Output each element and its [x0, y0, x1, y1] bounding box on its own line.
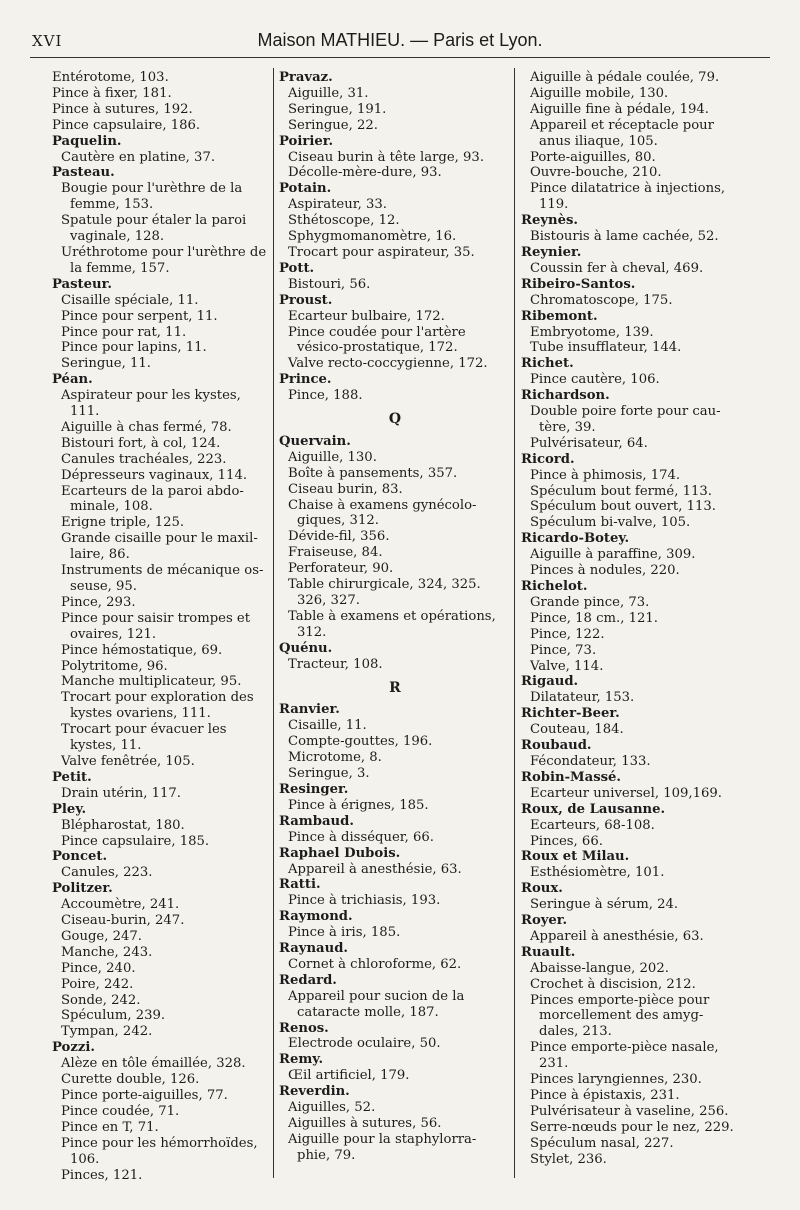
- author-heading: Raphael Dubois.: [279, 845, 401, 861]
- author-heading: Pozzi.: [52, 1040, 95, 1056]
- entry-continuation: 231.: [539, 1056, 569, 1072]
- author-heading: Paquelin.: [52, 133, 122, 149]
- instrument-entry: Aiguille, 31.: [288, 85, 369, 101]
- instrument-entry: Bistouri fort, à col, 124.: [61, 435, 221, 451]
- instrument-entry: Pince, 122.: [530, 626, 605, 642]
- instrument-entry: Valve recto-coccygienne, 172.: [288, 356, 488, 372]
- author-heading: Richet.: [521, 356, 574, 372]
- instrument-entry: Seringue, 11.: [61, 356, 151, 372]
- instrument-entry: Chromatoscope, 175.: [530, 292, 673, 308]
- instrument-entry: Aspirateur, 33.: [288, 197, 387, 213]
- author-heading: Raynaud.: [279, 941, 349, 957]
- instrument-entry: Pinces, 66.: [530, 833, 603, 849]
- author-heading: Péan.: [52, 372, 93, 388]
- entry-continuation: kystes ovariens, 111.: [70, 706, 211, 722]
- instrument-entry: Spatule pour étaler la paroi: [61, 213, 247, 229]
- instrument-entry: Seringue, 3.: [288, 766, 370, 782]
- instrument-entry: Ecarteur bulbaire, 172.: [288, 308, 445, 324]
- entry-continuation: phie, 79.: [297, 1147, 356, 1163]
- entry-continuation: la femme, 157.: [70, 260, 170, 276]
- instrument-entry: Ouvre-bouche, 210.: [530, 165, 662, 181]
- instrument-entry: Bougie pour l'urèthre de la: [61, 181, 243, 197]
- instrument-entry: Sthétoscope, 12.: [288, 213, 400, 229]
- instrument-entry: Spéculum nasal, 227.: [530, 1135, 674, 1151]
- instrument-entry: Pulvérisateur à vaseline, 256.: [530, 1103, 729, 1119]
- instrument-entry: Cisaille, 11.: [288, 718, 367, 734]
- author-heading: Rambaud.: [279, 813, 354, 829]
- instrument-entry: Pince coudée, 71.: [61, 1103, 180, 1119]
- instrument-entry: Pince pour rat, 11.: [61, 324, 187, 340]
- instrument-entry: Canules, 223.: [61, 865, 153, 881]
- instrument-entry: Dévide-fil, 356.: [288, 529, 390, 545]
- instrument-entry: Pince en T, 71.: [61, 1119, 159, 1135]
- entry-continuation: femme, 153.: [70, 197, 154, 213]
- instrument-entry: Couteau, 184.: [530, 722, 624, 738]
- instrument-entry: Pince coudée pour l'artère: [288, 324, 466, 340]
- author-heading: Redard.: [279, 972, 337, 988]
- author-heading: Renos.: [279, 1020, 329, 1036]
- instrument-entry: Ciseau burin, 83.: [288, 481, 403, 497]
- section-letter: Q: [388, 411, 402, 428]
- instrument-entry: Pince à sutures, 192.: [52, 101, 193, 117]
- instrument-entry: Pince capsulaire, 186.: [52, 117, 201, 133]
- author-heading: Poncet.: [52, 849, 108, 865]
- instrument-entry: Aiguille mobile, 130.: [530, 85, 669, 101]
- instrument-entry: Double poire forte pour cau-: [530, 404, 721, 420]
- instrument-entry: Spéculum bi-valve, 105.: [530, 515, 691, 531]
- section-letter: R: [389, 679, 401, 696]
- instrument-entry: Pince à érignes, 185.: [288, 797, 429, 813]
- entry-continuation: ovaires, 121.: [70, 626, 157, 642]
- instrument-entry: Bistouris à lame cachée, 52.: [530, 229, 719, 245]
- instrument-entry: Serre-nœuds pour le nez, 229.: [530, 1119, 734, 1135]
- instrument-entry: Pulvérisateur, 64.: [530, 435, 648, 451]
- header-rule: [30, 57, 770, 58]
- instrument-entry: Table à examens et opérations,: [288, 608, 496, 624]
- author-heading: Ranvier.: [279, 702, 340, 718]
- entry-continuation: cataracte molle, 187.: [297, 1004, 439, 1020]
- instrument-entry: Aiguille à chas fermé, 78.: [61, 419, 232, 435]
- author-heading: Ricord.: [521, 451, 575, 467]
- instrument-entry: Pinces, 121.: [61, 1167, 143, 1183]
- instrument-entry: Appareil et réceptacle pour: [530, 117, 714, 133]
- author-heading: Pasteur.: [52, 276, 112, 292]
- author-heading: Richter-Beer.: [521, 706, 620, 722]
- author-heading: Pravaz.: [279, 70, 333, 85]
- page-title: Maison MATHIEU. — Paris et Lyon.: [257, 30, 543, 50]
- author-heading: Pott.: [279, 260, 315, 276]
- instrument-entry: Seringue, 22.: [288, 117, 378, 133]
- instrument-entry: Pince, 18 cm., 121.: [530, 610, 658, 626]
- instrument-entry: Pince à disséquer, 66.: [288, 829, 434, 845]
- instrument-entry: Pince cautère, 106.: [530, 372, 660, 388]
- author-heading: Ribeiro-Santos.: [521, 276, 636, 292]
- author-heading: Reynier.: [521, 244, 582, 260]
- instrument-entry: Crochet à discision, 212.: [530, 976, 696, 992]
- instrument-entry: Spéculum bout ouvert, 113.: [530, 499, 716, 515]
- instrument-entry: Trocart pour évacuer les: [61, 722, 227, 738]
- instrument-entry: Manche, 243.: [61, 944, 153, 960]
- instrument-entry: Appareil pour sucion de la: [288, 988, 465, 1004]
- instrument-entry: Electrode oculaire, 50.: [288, 1036, 441, 1052]
- instrument-entry: Entérotome, 103.: [52, 70, 169, 85]
- instrument-entry: Œil artificiel, 179.: [288, 1068, 410, 1084]
- instrument-entry: Pince dilatatrice à injections,: [530, 181, 726, 197]
- entry-continuation: giques, 312.: [297, 513, 379, 529]
- instrument-entry: Pince à épistaxis, 231.: [530, 1088, 680, 1103]
- instrument-entry: Aiguille fine à pédale, 194.: [530, 101, 709, 117]
- instrument-entry: Blépharostat, 180.: [61, 817, 185, 833]
- author-heading: Petit.: [52, 769, 92, 785]
- instrument-entry: Uréthrotome pour l'urèthre de: [61, 244, 267, 260]
- entry-continuation: anus iliaque, 105.: [539, 133, 658, 149]
- author-heading: Ricardo-Botey.: [521, 531, 630, 547]
- instrument-entry: Dilatateur, 153.: [530, 690, 635, 706]
- instrument-entry: Ecarteurs de la paroi abdo-: [61, 483, 244, 499]
- author-heading: Roux, de Lausanne.: [521, 801, 666, 817]
- instrument-entry: Ecarteur universel, 109,169.: [530, 785, 722, 801]
- instrument-entry: Pince capsulaire, 185.: [61, 833, 210, 849]
- instrument-entry: Aiguilles, 52.: [288, 1100, 376, 1116]
- instrument-entry: Accoumètre, 241.: [61, 897, 180, 913]
- author-heading: Potain.: [279, 181, 332, 197]
- author-heading: Resinger.: [279, 781, 349, 797]
- instrument-entry: Pince porte-aiguilles, 77.: [61, 1088, 228, 1103]
- author-heading: Poirier.: [279, 133, 334, 149]
- instrument-entry: Microtome, 8.: [288, 750, 382, 766]
- instrument-entry: Ciseau-burin, 247.: [61, 913, 185, 929]
- instrument-entry: Alèze en tôle émaillée, 328.: [61, 1056, 246, 1072]
- entry-continuation: dales, 213.: [539, 1024, 612, 1040]
- entry-continuation: vaginale, 128.: [70, 229, 165, 245]
- instrument-entry: Pince pour serpent, 11.: [61, 308, 218, 324]
- author-heading: Roubaud.: [521, 738, 592, 754]
- author-heading: Reverdin.: [279, 1084, 350, 1100]
- instrument-entry: Pince hémostatique, 69.: [61, 642, 223, 658]
- instrument-entry: Pince à iris, 185.: [288, 925, 401, 941]
- instrument-entry: Aiguilles à sutures, 56.: [288, 1116, 442, 1131]
- instrument-entry: Pince à trichiasis, 193.: [288, 893, 441, 909]
- author-heading: Royer.: [521, 913, 568, 929]
- instrument-entry: Pince pour saisir trompes et: [61, 610, 251, 626]
- author-heading: Pley.: [52, 801, 87, 817]
- instrument-entry: Pince, 240.: [61, 960, 136, 976]
- instrument-entry: Porte-aiguilles, 80.: [530, 149, 656, 165]
- instrument-entry: Pince pour lapins, 11.: [61, 340, 207, 356]
- author-heading: Politzer.: [52, 881, 113, 897]
- instrument-entry: Appareil à anesthésie, 63.: [530, 928, 704, 944]
- instrument-entry: Perforateur, 90.: [288, 561, 394, 577]
- instrument-entry: Pince à phimosis, 174.: [530, 467, 681, 483]
- instrument-entry: Aiguille, 130.: [288, 449, 377, 465]
- author-heading: Roux.: [521, 881, 563, 897]
- author-heading: Ruault.: [521, 944, 576, 960]
- instrument-entry: Ecarteurs, 68-108.: [530, 817, 655, 833]
- instrument-entry: Sphygmomanomètre, 16.: [288, 229, 457, 245]
- instrument-entry: Tympan, 242.: [61, 1024, 153, 1040]
- instrument-entry: Trocart pour exploration des: [61, 690, 254, 706]
- instrument-entry: Pince, 188.: [288, 388, 363, 404]
- column-divider: [273, 68, 274, 1178]
- instrument-entry: Spéculum, 239.: [61, 1008, 166, 1024]
- index-column-1: [52, 70, 270, 1183]
- entry-continuation: 119.: [539, 197, 569, 213]
- instrument-entry: Pinces à nodules, 220.: [530, 563, 680, 579]
- instrument-entry: Chaise à examens gynécolo-: [288, 497, 477, 513]
- instrument-entry: Canules trachéales, 223.: [61, 451, 227, 467]
- instrument-entry: Pinces laryngiennes, 230.: [530, 1072, 702, 1088]
- instrument-entry: Pince emporte-pièce nasale,: [530, 1040, 719, 1056]
- instrument-entry: Pince, 73.: [530, 642, 597, 658]
- instrument-entry: Fraiseuse, 84.: [288, 545, 383, 561]
- author-heading: Proust.: [279, 292, 333, 308]
- instrument-entry: Curette double, 126.: [61, 1072, 200, 1088]
- instrument-entry: Drain utérin, 117.: [61, 785, 182, 801]
- author-heading: Rigaud.: [521, 674, 579, 690]
- entry-continuation: seuse, 95.: [70, 579, 137, 594]
- author-heading: Richardson.: [521, 388, 610, 404]
- author-heading: Remy.: [279, 1052, 324, 1068]
- instrument-entry: Cisaille spéciale, 11.: [61, 292, 199, 308]
- instrument-entry: Table chirurgicale, 324, 325.: [288, 577, 481, 593]
- instrument-entry: Aspirateur pour les kystes,: [61, 388, 241, 404]
- instrument-entry: Abaisse-langue, 202.: [530, 960, 669, 976]
- instrument-entry: Tracteur, 108.: [288, 656, 383, 672]
- instrument-entry: Coussin fer à cheval, 469.: [530, 260, 704, 276]
- instrument-entry: Compte-gouttes, 196.: [288, 734, 433, 750]
- instrument-entry: Seringue, 191.: [288, 101, 387, 117]
- instrument-entry: Fécondateur, 133.: [530, 753, 651, 769]
- instrument-entry: Pince pour les hémorrhoïdes,: [61, 1135, 258, 1151]
- instrument-entry: Aiguille pour la staphylorra-: [288, 1131, 477, 1147]
- author-heading: Richelot.: [521, 579, 588, 594]
- author-heading: Quénu.: [279, 640, 333, 656]
- instrument-entry: Pince, 293.: [61, 594, 136, 610]
- index-column-3: [521, 70, 761, 1168]
- instrument-entry: Pinces emporte-pièce pour: [530, 992, 710, 1008]
- entry-continuation: tère, 39.: [539, 419, 596, 435]
- page-header: [30, 28, 770, 54]
- instrument-entry: Instruments de mécanique os-: [61, 563, 264, 579]
- column-divider: [514, 68, 515, 1178]
- author-heading: Ribemont.: [521, 308, 598, 324]
- entry-continuation: vésico-prostatique, 172.: [297, 340, 458, 356]
- instrument-entry: Boîte à pansements, 357.: [288, 465, 458, 481]
- instrument-entry: Cautère en platine, 37.: [61, 149, 216, 165]
- instrument-entry: Tube insufflateur, 144.: [530, 340, 682, 356]
- instrument-entry: Pince à fixer, 181.: [52, 85, 172, 101]
- author-heading: Prince.: [279, 372, 332, 388]
- instrument-entry: Trocart pour aspirateur, 35.: [288, 244, 475, 260]
- entry-continuation: morcellement des amyg-: [539, 1008, 704, 1024]
- entry-continuation: laire, 86.: [70, 547, 130, 563]
- author-heading: Pasteau.: [52, 165, 115, 181]
- instrument-entry: Cornet à chloroforme, 62.: [288, 956, 462, 972]
- index-column-2: [279, 70, 511, 1164]
- instrument-entry: Gouge, 247.: [61, 928, 142, 944]
- instrument-entry: Dépresseurs vaginaux, 114.: [61, 467, 248, 483]
- instrument-entry: Aiguille à pédale coulée, 79.: [530, 70, 720, 85]
- entry-continuation: 326, 327.: [297, 593, 360, 608]
- instrument-entry: Grande pince, 73.: [530, 594, 650, 610]
- instrument-entry: Aiguille à paraffine, 309.: [530, 547, 696, 563]
- author-heading: Raymond.: [279, 909, 353, 925]
- entry-continuation: 106.: [70, 1151, 100, 1167]
- author-heading: Ratti.: [279, 877, 321, 893]
- instrument-entry: Appareil à anesthésie, 63.: [288, 861, 462, 877]
- instrument-entry: Sonde, 242.: [61, 992, 141, 1008]
- entry-continuation: 312.: [297, 624, 327, 640]
- instrument-entry: Manche multiplicateur, 95.: [61, 674, 242, 690]
- instrument-entry: Erigne triple, 125.: [61, 515, 185, 531]
- author-heading: Roux et Milau.: [521, 849, 630, 865]
- instrument-entry: Embryotome, 139.: [530, 324, 654, 340]
- entry-continuation: kystes, 11.: [70, 738, 142, 754]
- author-heading: Quervain.: [279, 433, 351, 449]
- author-heading: Robin-Massé.: [521, 769, 622, 785]
- instrument-entry: Spéculum bout fermé, 113.: [530, 483, 712, 499]
- instrument-entry: Décolle-mère-dure, 93.: [288, 165, 442, 181]
- entry-continuation: 111.: [70, 404, 100, 420]
- instrument-entry: Stylet, 236.: [530, 1151, 607, 1167]
- instrument-entry: Grande cisaille pour le maxil-: [61, 531, 258, 547]
- instrument-entry: Valve, 114.: [530, 658, 604, 674]
- entry-continuation: minale, 108.: [70, 499, 153, 515]
- instrument-entry: Poire, 242.: [61, 976, 134, 992]
- instrument-entry: Esthésiomètre, 101.: [530, 865, 665, 881]
- instrument-entry: Bistouri, 56.: [288, 276, 371, 292]
- instrument-entry: Polytritome, 96.: [61, 658, 168, 674]
- page-number: XVI: [32, 32, 63, 50]
- instrument-entry: Seringue à sérum, 24.: [530, 897, 679, 913]
- instrument-entry: Valve fenêtrée, 105.: [61, 753, 195, 769]
- instrument-entry: Ciseau burin à tête large, 93.: [288, 149, 485, 165]
- author-heading: Reynès.: [521, 213, 579, 229]
